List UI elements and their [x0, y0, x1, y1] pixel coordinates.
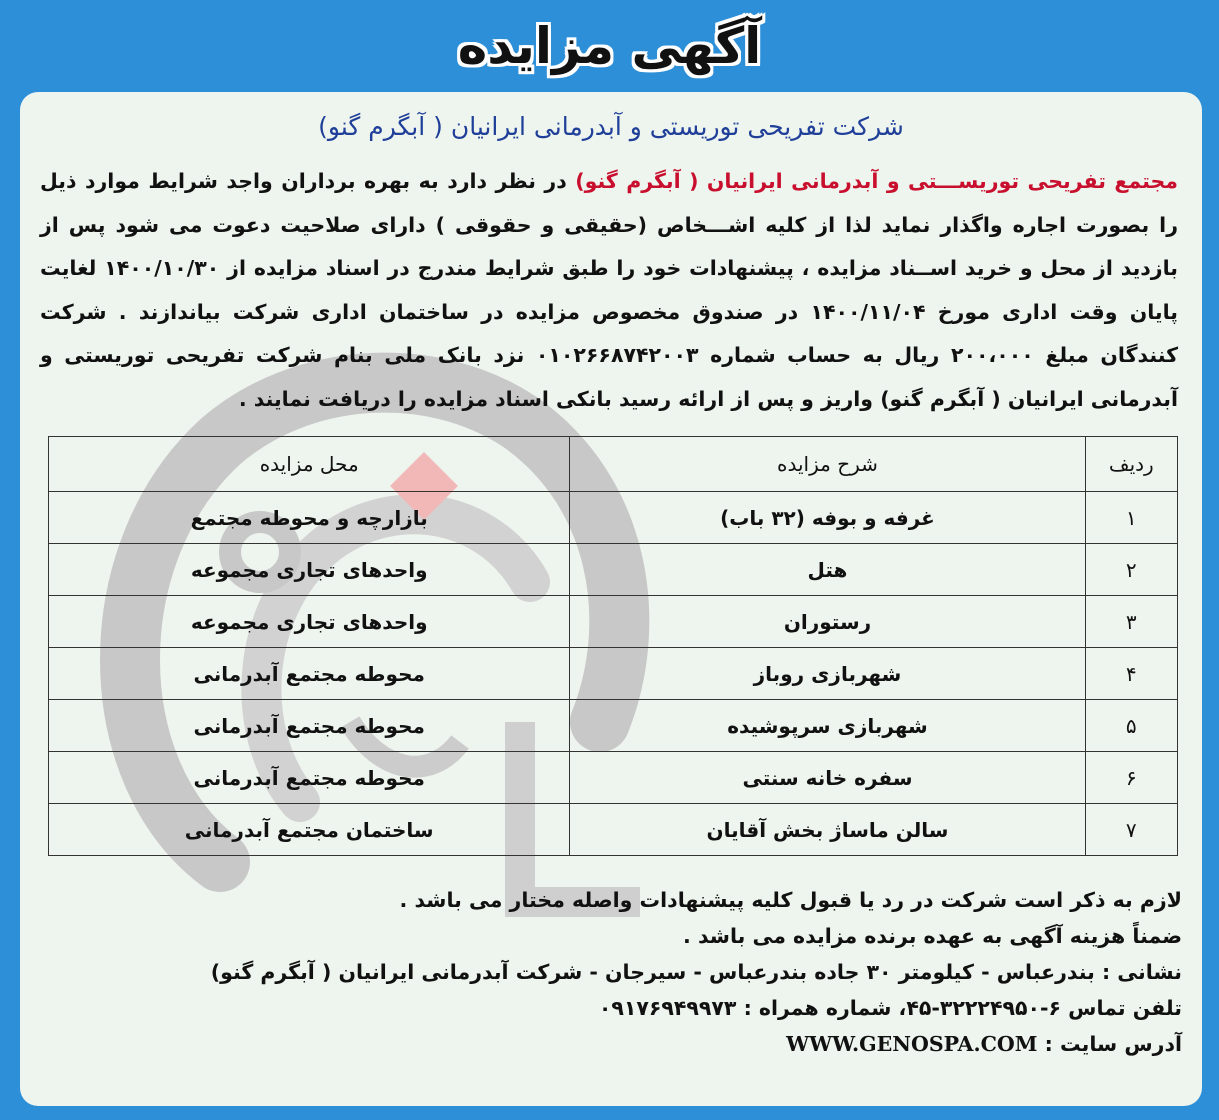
row-location: محوطه مجتمع آبدرمانی — [49, 648, 570, 700]
table-row — [49, 544, 1178, 596]
header-index: ردیف — [1085, 437, 1177, 492]
header-description: شرح مزایده — [570, 437, 1085, 492]
table-row — [49, 752, 1178, 804]
table-row — [49, 700, 1178, 752]
intro-text: در نظر دارد به بهره برداران واجد شرایط موارد ذیل را بصورت اجاره واگذار نماید لذا از کلیه اشـــخاص (حقیقی و حقوقی ) دارای صلاحیت دعوت می شود پس از بازدید از محل و خرید اســناد مزایده ، پیشنهادات خود را طبق شرایط مندرج در اسناد مزایده از ۱۴۰۰/۱۰/۳۰ لغایت پایان وقت اداری مورخ ۱۴۰۰/۱۱/۰۴ در صندوق مخصوص مزایده در ساختمان اداری شرکت بیاندازند . شرکت کنندگان مبلغ ۲۰۰،۰۰۰ ریال به حساب شماره ۰۱۰۲۶۶۸۷۴۲۰۰۳ نزد بانک ملی بنام شرکت تفریحی توریستی و آبدرمانی ایرانیان ( آبگرم گنو) واریز و پس از ارائه رسید بانکی اسناد مزایده را دریافت نمایند . — [40, 169, 1178, 411]
footer-rights-note: لازم به ذکر است شرکت در رد یا قبول کلیه پیشنهادات واصله مختار می باشد . — [399, 888, 1182, 912]
footer-website — [62, 1026, 1182, 1062]
table-row — [49, 648, 1178, 700]
row-description: رستوران — [570, 596, 1085, 648]
row-description: سالن ماساژ بخش آقایان — [570, 804, 1085, 856]
row-description: هتل — [570, 544, 1085, 596]
row-description: سفره خانه سنتی — [570, 752, 1085, 804]
row-description: شهربازی روباز — [570, 648, 1085, 700]
row-location: محوطه مجتمع آبدرمانی — [49, 700, 570, 752]
row-index: ۳ — [1085, 596, 1177, 648]
row-location: محوطه مجتمع آبدرمانی — [49, 752, 570, 804]
footer-cost-note: ضمناً هزینه آگهی به عهده برنده مزایده می باشد . — [683, 924, 1182, 948]
table-header-row — [49, 437, 1178, 492]
row-index: ۱ — [1085, 492, 1177, 544]
table-row — [49, 596, 1178, 648]
row-index: ۷ — [1085, 804, 1177, 856]
auction-table — [48, 436, 1178, 856]
intro-paragraph — [40, 160, 1178, 421]
table-row — [49, 804, 1178, 856]
intro-highlight: مجتمع تفریحی توریســـتی و آبدرمانی ایرانیان ( آبگرم گنو) — [575, 169, 1179, 193]
footer-notes — [62, 882, 1182, 1062]
row-location: بازارچه و محوطه مجتمع — [49, 492, 570, 544]
row-index: ۴ — [1085, 648, 1177, 700]
footer-address: نشانی : بندرعباس - کیلومتر ۳۰ جاده بندرعباس - سیرجان - شرکت آبدرمانی ایرانیان ( آبگرم گنو) — [210, 960, 1182, 984]
website-link[interactable]: WWW.GENOSPA.COM — [786, 1032, 1038, 1056]
row-index: ۶ — [1085, 752, 1177, 804]
row-description: شهربازی سرپوشیده — [570, 700, 1085, 752]
row-location: واحدهای تجاری مجموعه — [49, 596, 570, 648]
footer-phone: تلفن تماس ۶-۳۲۲۲۴۹۵۰-۴۵، شماره همراه : ۰۹۱۷۶۹۴۹۹۷۳ — [598, 996, 1182, 1020]
table-row — [49, 492, 1178, 544]
row-location: واحدهای تجاری مجموعه — [49, 544, 570, 596]
row-location: ساختمان مجتمع آبدرمانی — [49, 804, 570, 856]
ad-panel — [20, 92, 1202, 1106]
ad-title: آگهی مزایده — [457, 17, 762, 75]
company-name: شرکت تفریحی توریستی و آبدرمانی ایرانیان ( آبگرم گنو) — [318, 112, 904, 141]
row-index: ۵ — [1085, 700, 1177, 752]
row-description: غرفه و بوفه (۳۲ باب) — [570, 492, 1085, 544]
header-location: محل مزایده — [49, 437, 570, 492]
title-banner — [0, 0, 1219, 92]
website-label: آدرس سایت : — [1037, 1032, 1182, 1056]
row-index: ۲ — [1085, 544, 1177, 596]
